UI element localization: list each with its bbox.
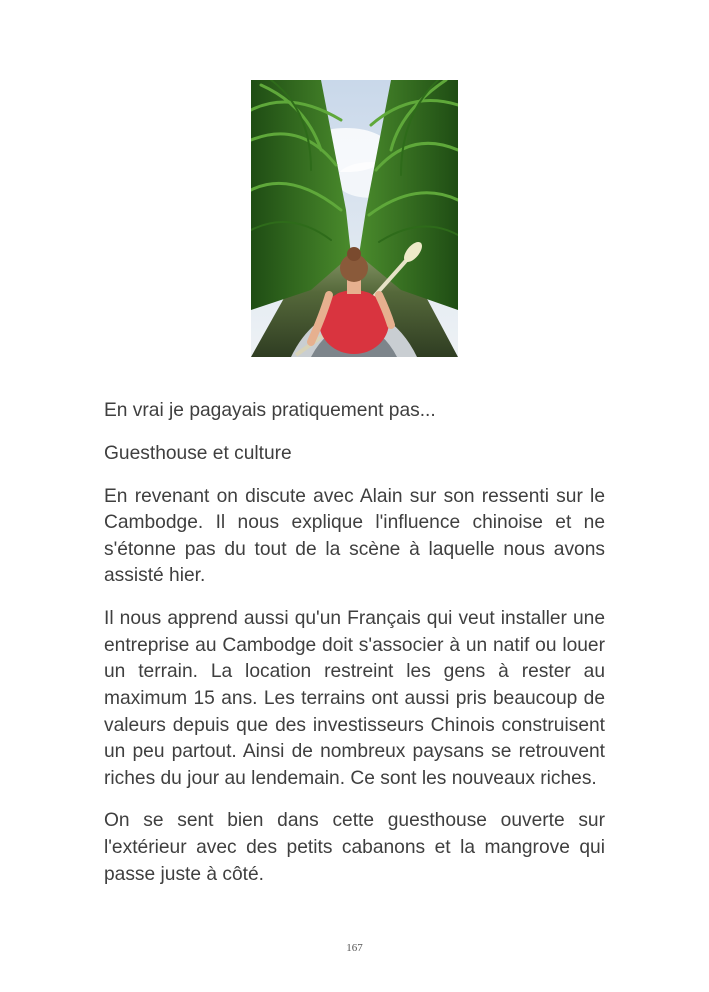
kayak-photo: [251, 80, 458, 357]
paragraph: En revenant on discute avec Alain sur son ressenti sur le Cambodge. Il nous explique l'influence chinoise et ne s'étonne pas du tout de la scène à laquelle nous avons assisté hier.: [104, 485, 605, 587]
section-heading: Guesthouse et culture: [104, 442, 292, 464]
body-text: [104, 398, 605, 904]
paragraph: On se sent bien dans cette guesthouse ouverte sur l'extérieur avec des petits cabanons et la mangrove qui passe juste à côté.: [104, 810, 605, 885]
page-number: 167: [346, 942, 363, 954]
paragraph: Il nous apprend aussi qu'un Français qui veut installer une entreprise au Cambodge doit s'associer à un natif ou louer un terrain. La location restreint les gens à rester au maximum 15 ans. Les terrains ont aussi pris beaucoup de valeurs depuis que des investisseurs Chinois construisent un peu partout. Ainsi de nombreux paysans se retrouvent riches du jour au lendemain. Ce sont les nouveaux riches.: [104, 608, 605, 789]
paragraph: En vrai je pagayais pratiquement pas...: [104, 400, 436, 421]
